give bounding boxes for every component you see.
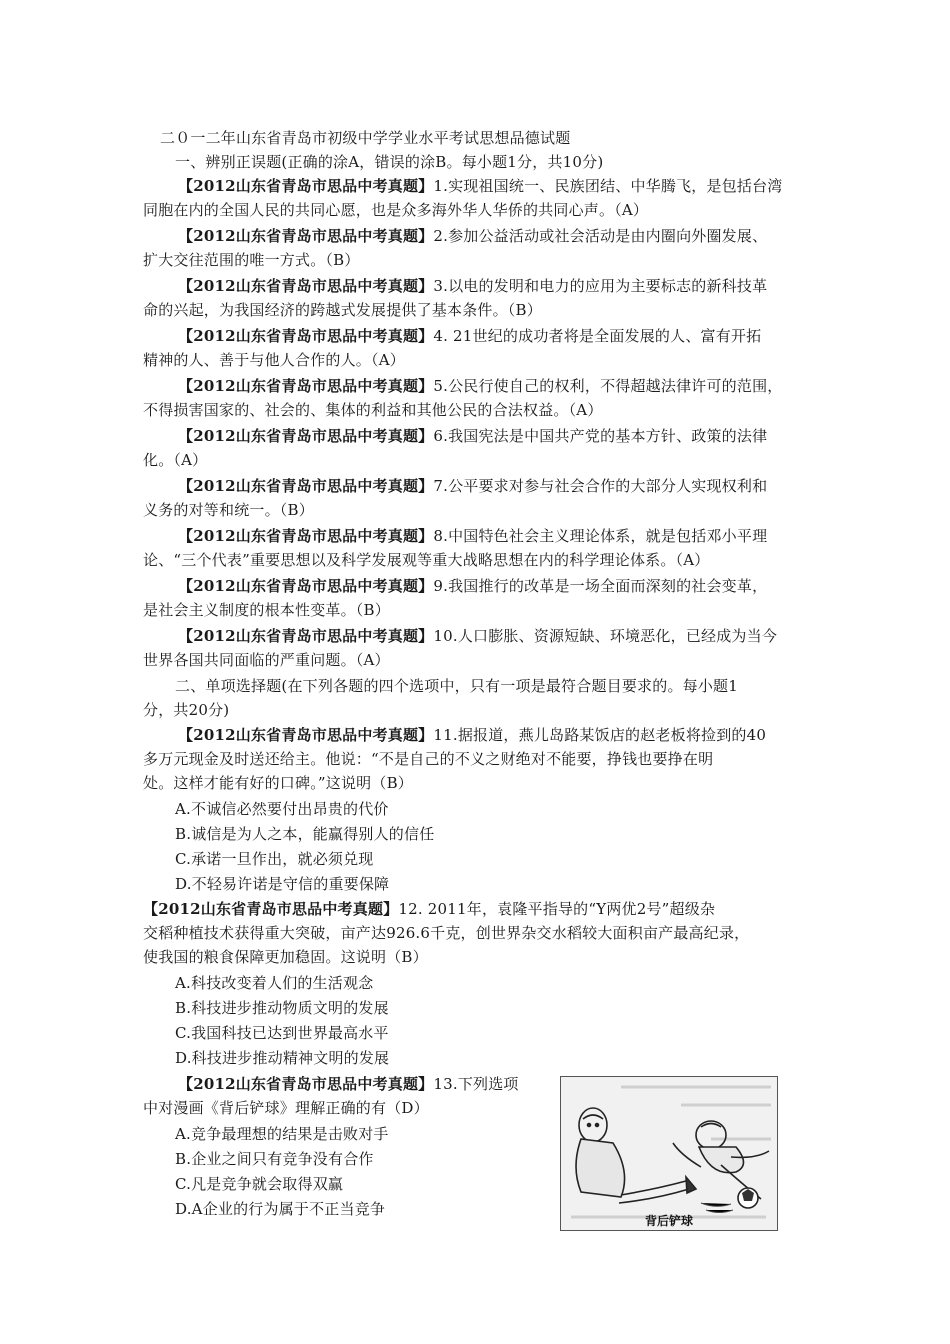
question-source-tag: 【2012山东省青岛市思品中考真题】 xyxy=(178,177,434,195)
question-10 xyxy=(178,625,858,647)
question-11-continued-2: 处。这样才能有好的口碑。”这说明（B） xyxy=(143,774,413,792)
question-12-option-a: A.科技改变着人们的生活观念 xyxy=(175,974,374,992)
question-9-text: 9.我国推行的改革是一场全面而深刻的社会变革， xyxy=(433,577,768,595)
question-12-option-c: C.我国科技已达到世界最高水平 xyxy=(175,1024,389,1042)
section-1-heading: 一、辨别正误题(正确的涂A，错误的涂B。每小题1分，共10分) xyxy=(175,153,604,171)
exam-title: 二０一二年山东省青岛市初级中学学业水平考试思想品德试题 xyxy=(160,129,571,147)
question-10-text: 10.人口膨胀、资源短缺、环境恶化，已经成为当今 xyxy=(433,627,778,645)
question-8-continued: 论、“三个代表”重要思想以及科学发展观等重大战略思想在内的科学理论体系。（A） xyxy=(143,551,710,569)
question-source-tag: 【2012山东省青岛市思品中考真题】 xyxy=(178,277,434,295)
question-4-continued: 精神的人、善于与他人合作的人。（A） xyxy=(143,351,405,369)
question-3 xyxy=(178,275,858,297)
question-9-continued: 是社会主义制度的根本性变革。（B） xyxy=(143,601,390,619)
question-2-text: 2.参加公益活动或社会活动是由内圈向外圈发展、 xyxy=(433,227,768,245)
question-11-option-d: D.不轻易许诺是守信的重要保障 xyxy=(175,875,390,893)
question-8 xyxy=(178,525,858,547)
question-source-tag: 【2012山东省青岛市思品中考真题】 xyxy=(178,1075,434,1093)
question-13-option-c: C.凡是竞争就会取得双赢 xyxy=(175,1175,344,1193)
section-2-heading: 二、单项选择题(在下列各题的四个选项中，只有一项是最符合题目要求的。每小题1 xyxy=(175,677,738,695)
question-6-continued: 化。（A） xyxy=(143,451,208,469)
cartoon-image xyxy=(560,1076,778,1231)
question-5-continued: 不得损害国家的、社会的、集体的利益和其他公民的合法权益。（A） xyxy=(143,401,603,419)
question-11-continued: 多万元现金及时送还给主。他说：“不是自己的不义之财绝对不能要，挣钱也要挣在明 xyxy=(143,750,714,768)
question-4-text: 4. 21世纪的成功者将是全面发展的人、富有开拓 xyxy=(433,327,762,345)
question-source-tag: 【2012山东省青岛市思品中考真题】 xyxy=(178,427,434,445)
question-source-tag: 【2012山东省青岛市思品中考真题】 xyxy=(178,627,434,645)
question-11-option-c: C.承诺一旦作出，就必须兑现 xyxy=(175,850,374,868)
question-8-text: 8.中国特色社会主义理论体系，就是包括邓小平理 xyxy=(433,527,768,545)
question-source-tag: 【2012山东省青岛市思品中考真题】 xyxy=(178,477,434,495)
question-1-text: 1.实现祖国统一、民族团结、中华腾飞，是包括台湾 xyxy=(433,177,783,195)
question-11-option-a: A.不诚信必然要付出昂贵的代价 xyxy=(175,800,389,818)
question-11-text: 11.据报道，燕儿岛路某饭店的赵老板将捡到的40 xyxy=(433,726,767,744)
question-6-text: 6.我国宪法是中国共产党的基本方针、政策的法律 xyxy=(433,427,768,445)
question-12 xyxy=(143,898,823,920)
question-6 xyxy=(178,425,858,447)
question-11-option-b: B.诚信是为人之本，能赢得别人的信任 xyxy=(175,825,435,843)
question-7 xyxy=(178,475,858,497)
question-3-text: 3.以电的发明和电力的应用为主要标志的新科技革 xyxy=(433,277,768,295)
question-source-tag: 【2012山东省青岛市思品中考真题】 xyxy=(178,726,434,744)
question-12-option-b: B.科技进步推动物质文明的发展 xyxy=(175,999,389,1017)
question-source-tag: 【2012山东省青岛市思品中考真题】 xyxy=(178,377,434,395)
question-13 xyxy=(178,1073,558,1095)
question-11 xyxy=(178,724,858,746)
question-7-text: 7.公平要求对参与社会合作的大部分人实现权利和 xyxy=(433,477,768,495)
question-12-continued-2: 使我国的粮食保障更加稳固。这说明（B） xyxy=(143,948,428,966)
question-7-continued: 义务的对等和统一。（B） xyxy=(143,501,314,519)
question-12-continued: 交稻种植技术获得重大突破，亩产达926.6千克，创世界杂交水稻较大面积亩产最高纪录， xyxy=(143,924,750,942)
question-13-option-a: A.竞争最理想的结果是击败对手 xyxy=(175,1125,389,1143)
question-1-continued: 同胞在内的全国人民的共同心愿，也是众多海外华人华侨的共同心声。（A） xyxy=(143,201,649,219)
question-3-continued: 命的兴起，为我国经济的跨越式发展提供了基本条件。（B） xyxy=(143,301,542,319)
question-4 xyxy=(178,325,858,347)
question-13-continued: 中对漫画《背后铲球》理解正确的有（D） xyxy=(143,1099,429,1117)
question-2 xyxy=(178,225,858,247)
question-12-option-d: D.科技进步推动精神文明的发展 xyxy=(175,1049,390,1067)
question-12-text: 12. 2011年，袁隆平指导的“Y两优2号”超级杂 xyxy=(398,900,716,918)
question-13-text: 13.下列选项 xyxy=(433,1075,519,1093)
question-source-tag: 【2012山东省青岛市思品中考真题】 xyxy=(178,577,434,595)
cartoon-caption: 背后铲球 xyxy=(644,1214,693,1228)
question-10-continued: 世界各国共同面临的严重问题。（A） xyxy=(143,651,390,669)
question-5-text: 5.公民行使自己的权利，不得超越法律许可的范围， xyxy=(433,377,783,395)
question-source-tag: 【2012山东省青岛市思品中考真题】 xyxy=(143,900,399,918)
section-2-heading-continued: 分，共20分) xyxy=(143,701,230,719)
cartoon-drawing xyxy=(561,1077,777,1230)
question-13-option-b: B.企业之间只有竞争没有合作 xyxy=(175,1150,374,1168)
question-2-continued: 扩大交往范围的唯一方式。（B） xyxy=(143,251,360,269)
question-source-tag: 【2012山东省青岛市思品中考真题】 xyxy=(178,227,434,245)
question-13-option-d: D.A企业的行为属于不正当竞争 xyxy=(175,1200,386,1218)
question-source-tag: 【2012山东省青岛市思品中考真题】 xyxy=(178,327,434,345)
question-1 xyxy=(178,175,858,197)
question-5 xyxy=(178,375,858,397)
question-source-tag: 【2012山东省青岛市思品中考真题】 xyxy=(178,527,434,545)
question-9 xyxy=(178,575,858,597)
